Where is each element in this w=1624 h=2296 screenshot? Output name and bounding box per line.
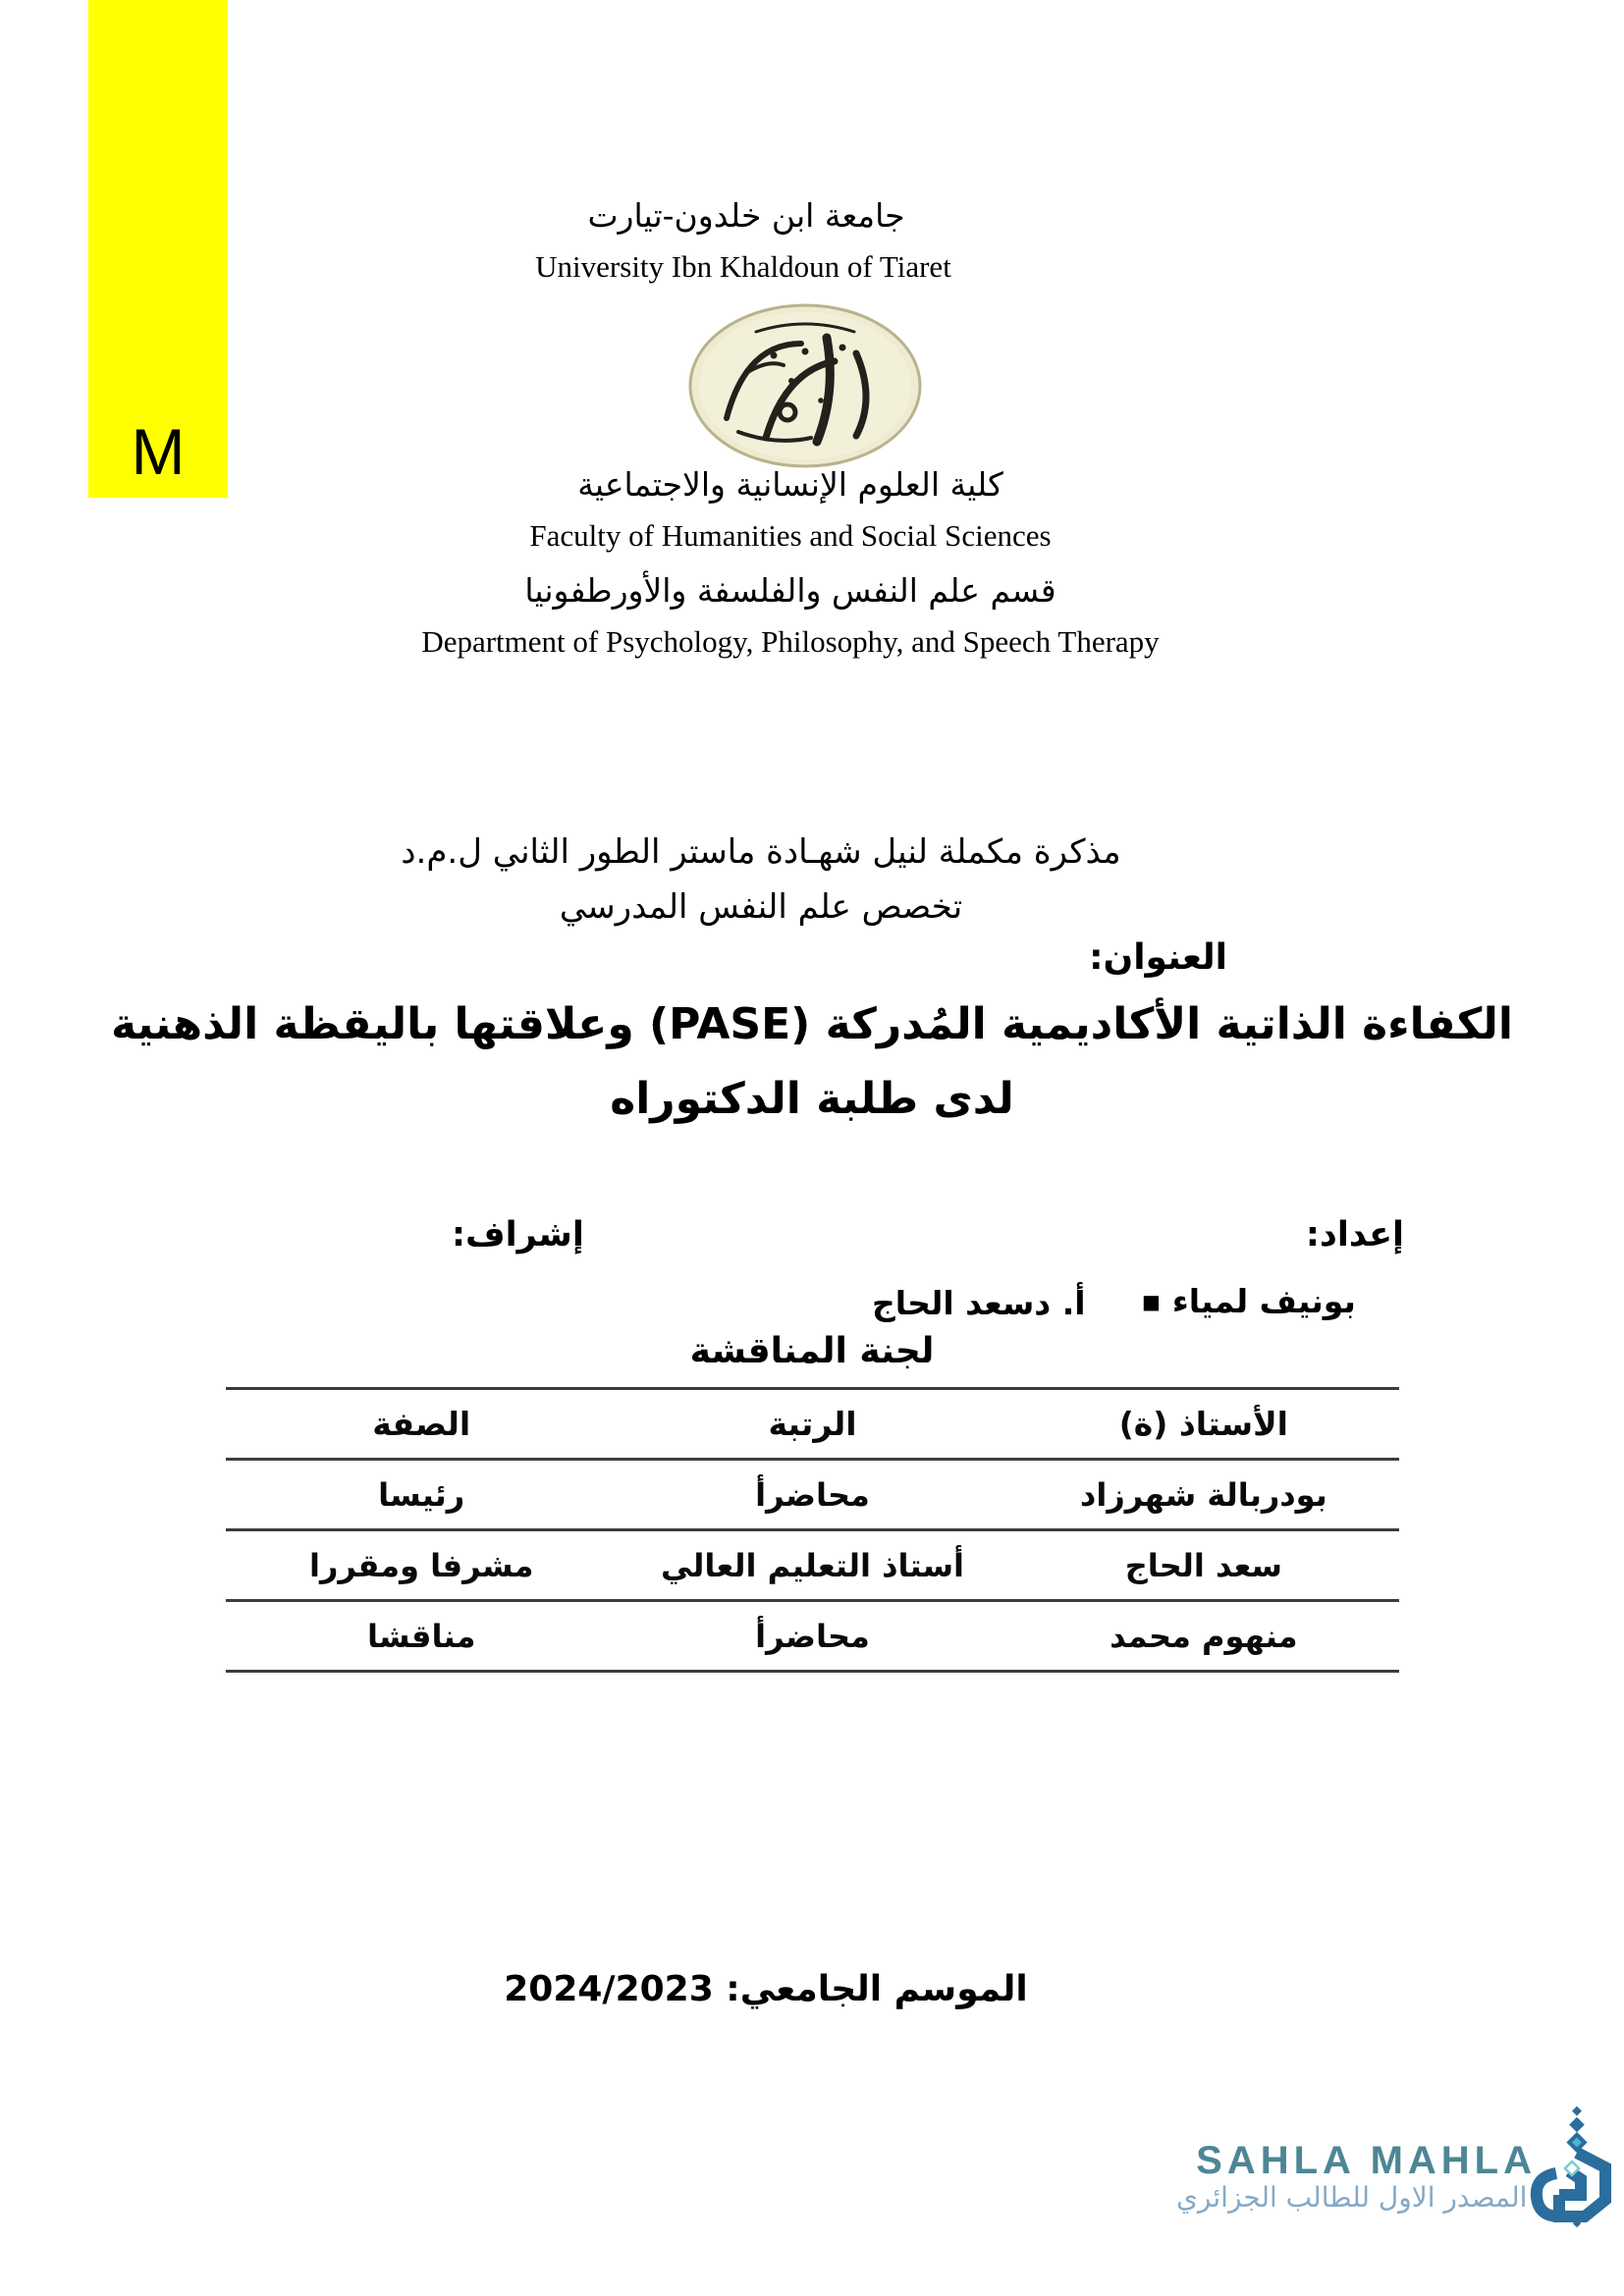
academic-year: الموسم الجامعي: 2024/2023 [504, 1969, 1028, 2009]
university-name-english: University Ibn Khaldoun of Tiaret [535, 249, 951, 284]
member-rank: أستاذ التعليم العالي [661, 1546, 964, 1584]
title-label: العنوان: [1089, 937, 1227, 978]
committee-table [226, 1387, 1399, 1673]
committee-header-row [226, 1390, 1399, 1461]
department-name-arabic: قسم علم النفس والفلسفة والأورطفونيا [524, 571, 1056, 610]
square-bullet-icon: ■ [1142, 1289, 1161, 1313]
supervisor-name: أ. دسعد الحاج [872, 1284, 1086, 1322]
member-name: منهوم محمد [1110, 1617, 1298, 1655]
faculty-name-arabic: كلية العلوم الإنسانية والاجتماعية [577, 465, 1003, 504]
university-seal-icon [687, 302, 923, 469]
member-rank: محاضرأ [755, 1617, 870, 1655]
marker-letter: M [131, 415, 186, 488]
watermark-brand-name: SAHLA MAHLA [1196, 2139, 1537, 2182]
prepared-by-label: إعداد: [1305, 1215, 1404, 1255]
committee-title: لجنة المناقشة [689, 1331, 935, 1371]
committee-row [226, 1602, 1399, 1673]
thesis-title-line1: الكفاءة الذاتية الأكاديمية المُدركة (PASE) وعلاقتها باليقظة الذهنية [111, 999, 1513, 1049]
supervision-label: إشراف: [452, 1215, 584, 1255]
column-header-professor: الأستاذ (ة) [1118, 1405, 1288, 1443]
sahla-mahla-logo-icon [1530, 2107, 1624, 2232]
watermark-tagline: المصدر الاول للطالب الجزائري [1176, 2181, 1528, 2214]
committee-row [226, 1461, 1399, 1531]
thesis-type-line: مذكرة مكملة لنيل شهـادة ماستر الطور الثاني ل.م.د [401, 832, 1121, 872]
thesis-title-line2: لدى طلبة الدكتوراه [610, 1074, 1014, 1124]
member-name: سعد الحاج [1124, 1546, 1282, 1584]
column-header-role: الصفة [372, 1405, 471, 1443]
member-rank: محاضرأ [755, 1475, 870, 1514]
member-name: بودربالة شهرزاد [1079, 1475, 1327, 1514]
member-role: مناقشا [366, 1617, 476, 1655]
column-header-rank: الرتبة [768, 1405, 857, 1443]
student-name-line [1142, 1282, 1356, 1320]
member-role: رئيسا [378, 1475, 465, 1514]
student-name: بونيف لمياء [1171, 1282, 1356, 1320]
committee-row [226, 1531, 1399, 1602]
faculty-name-english: Faculty of Humanities and Social Sciences [529, 518, 1052, 553]
department-name-english: Department of Psychology, Philosophy, and Speech Therapy [421, 624, 1160, 659]
thesis-specialty-line: تخصص علم النفس المدرسي [559, 887, 963, 927]
university-name-arabic: جامعة ابن خلدون-تيارت [587, 196, 905, 235]
member-role: مشرفا ومقررا [308, 1546, 534, 1584]
